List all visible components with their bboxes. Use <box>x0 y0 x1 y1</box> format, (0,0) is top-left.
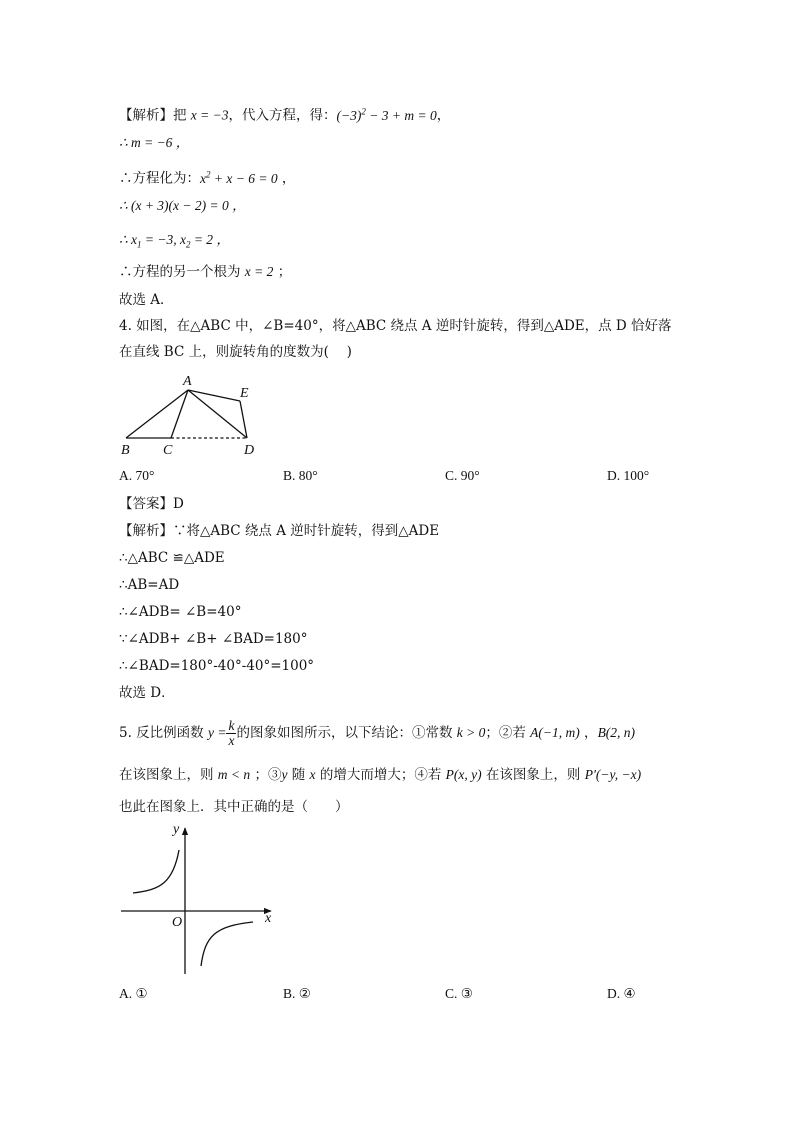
label-b: B <box>121 443 130 458</box>
label-a: A <box>183 374 192 389</box>
q3-analysis-line-6: ∴方程的另一个根为 x = 2 ； <box>119 264 292 280</box>
q3-conclusion: 故选 A． <box>119 292 174 308</box>
hyperbola-branch-fourth-quadrant <box>201 922 253 966</box>
q3-analysis-line-1: 【解析】把 x = −3，代入方程，得：$(-3)^2 - 3 + m = 0$， <box>119 106 451 124</box>
q4-analysis-line-5: ∵∠ADB+ ∠B+ ∠BAD=180° <box>119 631 308 647</box>
q4-analysis-line-1: 【解析】∵将△ABC 绕点 A 逆时针旋转，得到△ADE <box>119 523 440 539</box>
q5-option-c[interactable]: C. ③ <box>445 986 473 1001</box>
q4-answer: 【答案】D <box>119 496 184 512</box>
q4-conclusion: 故选 D． <box>119 685 175 701</box>
q5-hyperbola-figure <box>115 818 280 978</box>
hyperbola-branch-second-quadrant <box>133 850 179 893</box>
equation: $(-3)^2 - 3 + m = 0$ <box>336 106 437 123</box>
equation: $x^2 + x - 6 = 0$ <box>200 169 278 186</box>
q4-stem-line-2: 在直线 BC 上，则旋转角的度数为( ) <box>119 344 352 360</box>
equation: x = −3 <box>190 107 229 123</box>
segment-ba <box>126 390 188 438</box>
segment-ae <box>188 390 240 401</box>
q5-option-a[interactable]: A. ① <box>119 986 148 1001</box>
q5-stem-line-3: 也此在图象上．其中正确的是（ ） <box>119 799 349 815</box>
analysis-tag: 【解析】 <box>119 107 173 124</box>
label-d: D <box>244 443 255 458</box>
q4-stem-line-1: 4. 如图，在△ABC 中，∠B=40°，将△ABC 绕点 A 逆时针旋转，得到△ADE，点 D 恰好落 <box>119 318 672 334</box>
q4-option-d[interactable]: D. 100° <box>607 468 650 483</box>
q3-analysis-line-4: ∴ (x + 3)(x − 2) = 0 ， <box>119 198 246 213</box>
origin-label: O <box>172 915 183 930</box>
fraction-k-over-x: $\frac{k}{x}$ <box>228 718 235 748</box>
q4-option-c[interactable]: C. 90° <box>445 468 480 483</box>
q4-analysis-line-3: ∴AB=AD <box>119 577 180 593</box>
q3-analysis-line-3: ∴方程化为：$x^2 + x - 6 = 0$ ， <box>119 169 296 187</box>
axis-label-y: y <box>173 822 180 837</box>
q4-analysis-line-4: ∴∠ADB= ∠B=40° <box>119 604 242 620</box>
label-c: C <box>163 443 173 458</box>
q4-option-b[interactable]: B. 80° <box>283 468 318 483</box>
q5-stem-line-1: 5. 反比例函数 y = $\frac{k}{x}$ 的图象如图所示，以下结论：①常数 k > 0；②若 A(−1, m) ，B(2, n) <box>119 718 636 748</box>
q5-stem-line-2: 在该图象上，则 m < n ；③y 随 x 的增大而增大；④若 P(x, y) 在该图象上，则 P′(−y, −x) <box>119 767 642 783</box>
q4-triangle-figure <box>115 368 275 460</box>
q5-option-d[interactable]: D. ④ <box>607 986 636 1001</box>
segment-ad <box>188 390 247 438</box>
q3-analysis-line-5: ∴ $x_1 = -3$, $x_2 = 2$ ， <box>119 232 230 250</box>
q3-analysis-line-2: ∴ m = −6 ， <box>119 135 190 150</box>
q4-analysis-line-6: ∴∠BAD=180°-40°-40°=100° <box>119 658 315 674</box>
q4-option-a[interactable]: A. 70° <box>119 468 155 483</box>
q4-analysis-line-2: ∴△ABC ≌△ADE <box>119 550 225 566</box>
label-e: E <box>240 386 249 401</box>
axis-label-x: x <box>265 911 272 926</box>
q5-option-b[interactable]: B. ② <box>283 986 311 1001</box>
equation: x = 2 <box>244 264 274 279</box>
